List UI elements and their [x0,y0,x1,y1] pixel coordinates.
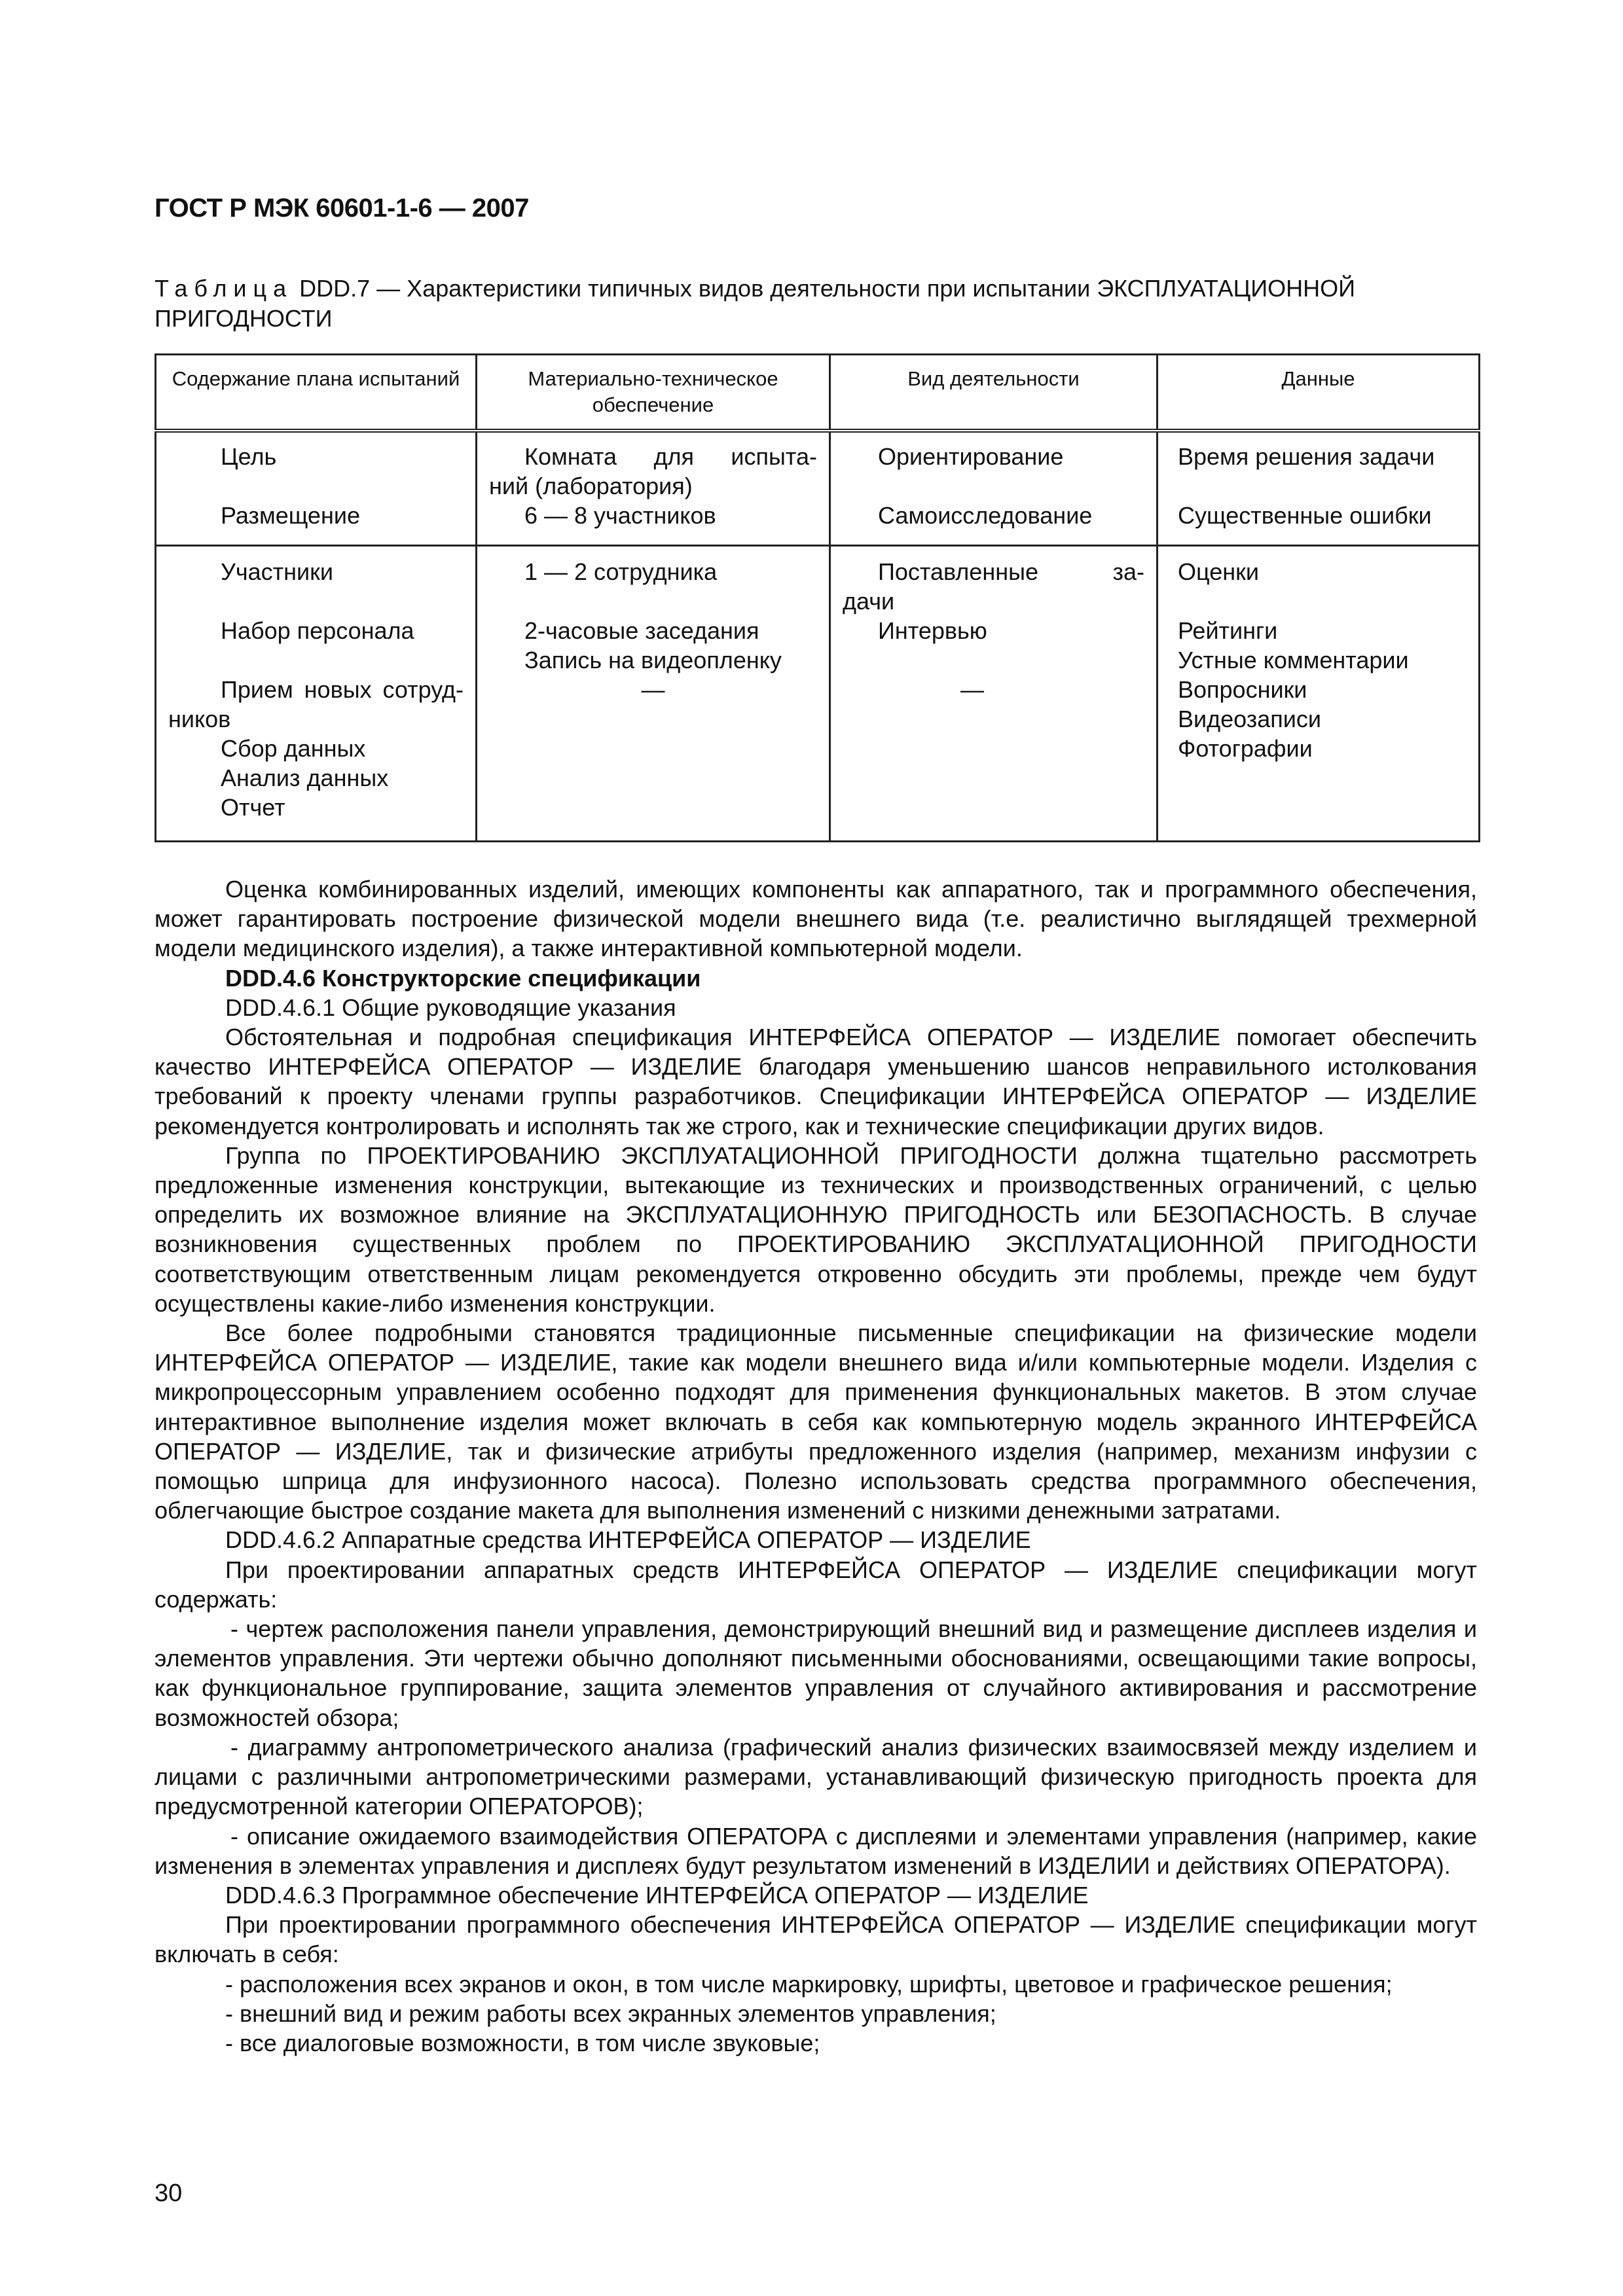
table-caption [155,274,1477,334]
table-cell [1158,431,1480,546]
table-header-cell: Вид деятельности [830,355,1158,431]
list-item: - все диалоговые возможности, в том числе звуковые; [225,2029,820,2056]
cell-line: 6 — 8 участников [524,502,716,529]
table-header-cell: Данные [1158,355,1480,431]
list-item: - диаграмму антропометрического анализа (графический анализ физических взаимосвязей между изделием и лицами с различными антропометрическими размерами, устанавливающий физическую пригодность проекта для предусмотренной категории ОПЕРАТОРОВ); [155,1733,1477,1820]
cell-line: — [960,676,984,703]
cell-line: Размещение [221,502,360,529]
table-header-row [156,355,1480,431]
cell-line: Фотографии [1178,735,1313,762]
table-cell [156,546,477,842]
cell-line: Цель [221,443,277,470]
table-cell [156,431,477,546]
cell-line: Набор персонала [221,617,414,644]
cell-line: Вопросники [1178,676,1307,703]
cell-line: Прием новых сотруд- [221,676,464,703]
table-cell [1158,546,1480,842]
paragraph: Оценка комбинированных изделий, имеющих компоненты как аппаратного, так и программного обеспечения, может гарантировать построение физической модели внешнего вида (т.е. реалистично выглядящей трехмерной модели медицинского изделия), а также интерактивной компьютерной модели. [155,876,1477,962]
paragraph: При проектировании аппаратных средств ИНТЕРФЕЙСА ОПЕРАТОР — ИЗДЕЛИЕ спецификации могут содержать: [155,1556,1477,1613]
cell-line: 1 — 2 сотрудника [524,558,718,585]
table-header-cell: Материально-техническое обеспечение [477,355,830,431]
table-row [156,431,1480,546]
cell-line: Рейтинги [1178,617,1278,644]
cell-line: Участники [221,558,333,585]
table-caption-text: DDD.7 — Характеристики типичных видов деятельности при испытании ЭКСПЛУАТАЦИОННОЙ ПРИГОДНОСТИ [155,275,1356,332]
list-item: - внешний вид и режим работы всех экранных элементов управления; [225,2000,996,2027]
table-caption-label: Таблица [155,275,293,302]
section-heading: DDD.4.6 Конструкторские спецификации [225,964,701,992]
cell-line: Интервью [878,617,987,644]
cell-line: Комната для испыта- [524,443,817,470]
table-row [156,546,1480,842]
cell-line: — [641,676,665,703]
cell-line: Оценки [1178,558,1259,585]
list-item: - описание ожидаемого взаимодействия ОПЕРАТОРА с дисплеями и элементами управления (например, какие изменения в элементах управления и дисплеях будут результатом изменений в ИЗДЕЛИИ и действиях ОПЕРАТОРА). [155,1822,1477,1879]
cell-line: Поставленные за- [878,558,1144,585]
cell-line: Устные комментарии [1178,647,1409,673]
body-text [155,874,1477,2058]
paragraph: При проектировании программного обеспечения ИНТЕРФЕЙСА ОПЕРАТОР — ИЗДЕЛИЕ спецификации могут включать в себя: [155,1911,1477,1968]
list-item: - чертеж расположения панели управления, демонстрирующий внешний вид и размещение дисплеев изделия и элементов управления. Эти чертежи обычно дополняют письменными обоснованиями, освещающими такие вопросы, как функциональное группирование, защита элементов управления от случайного активирования и рассмотрение возможностей обзора; [155,1615,1477,1731]
cell-line: Видеозаписи [1178,706,1322,732]
subsection-heading: DDD.4.6.2 Аппаратные средства ИНТЕРФЕЙСА ОПЕРАТОР — ИЗДЕЛИЕ [225,1526,1031,1554]
cell-line: Самоисследование [878,502,1093,529]
table-header-cell: Содержание плана испытаний [156,355,477,431]
cell-line: Сбор данных [221,735,366,762]
paragraph: Обстоятельная и подробная спецификация ИНТЕРФЕЙСА ОПЕРАТОР — ИЗДЕЛИЕ помогает обеспечить качество ИНТЕРФЕЙСА ОПЕРАТОР — ИЗДЕЛИЕ благодаря уменьшению шансов неправильного истолкования требований к проекту членами группы разработчиков. Спецификации ИНТЕРФЕЙСА ОПЕРАТОР — ИЗДЕЛИЕ рекомендуется контролировать и исполнять так же строго, как и технические спецификации других видов. [155,1024,1477,1139]
document-header: ГОСТ Р МЭК 60601-1-6 — 2007 [155,194,529,223]
cell-line: ний (лаборатория) [489,473,693,499]
paragraph: Группа по ПРОЕКТИРОВАНИЮ ЭКСПЛУАТАЦИОННОЙ ПРИГОДНОСТИ должна тщательно рассмотреть предложенные изменения конструкции, вытекающие из технических и производственных ограничений, с целью определить их возможное влияние на ЭКСПЛУАТАЦИОННУЮ ПРИГОДНОСТЬ или БЕЗОПАСНОСТЬ. В случае возникновения существенных проблем по ПРОЕКТИРОВАНИЮ ЭКСПЛУАТАЦИОННОЙ ПРИГОДНОСТИ соответствующим ответственным лицам рекомендуется откровенно обсудить эти проблемы, прежде чем будут осуществлены какие-либо изменения конструкции. [155,1141,1477,1317]
subsection-heading: DDD.4.6.3 Программное обеспечение ИНТЕРФЕЙСА ОПЕРАТОР — ИЗДЕЛИЕ [225,1881,1089,1909]
paragraph: Все более подробными становятся традиционные письменные спецификации на физические модели ИНТЕРФЕЙСА ОПЕРАТОР — ИЗДЕЛИЕ, такие как модели внешнего вида и/или компьютерные модели. Изделия с микропроцессорным управлением особенно подходят для применения функциональных макетов. В этом случае интерактивное выполнение изделия может включать в себя как компьютерную модель экранного ИНТЕРФЕЙСА ОПЕРАТОР — ИЗДЕЛИЕ, так и физические атрибуты предложенного изделия (например, механизм инфузии с помощью шприца для инфузионного насоса). Полезно использовать средства программного обеспечения, облегчающие быстрое создание макета для выполнения изменений с низкими денежными затратами. [155,1319,1477,1524]
list-item: - расположения всех экранов и окон, в том числе маркировку, шрифты, цветовое и графическое решения; [225,1970,1393,1998]
cell-line: Ориентирование [878,443,1064,470]
characteristics-table [155,353,1480,842]
table-cell [477,431,830,546]
cell-line: Время решения задачи [1178,443,1435,470]
cell-line: ников [168,706,231,732]
table-cell [477,546,830,842]
table-cell [830,546,1158,842]
cell-line: Отчет [221,794,285,821]
subsection-heading: DDD.4.6.1 Общие руководящие указания [225,994,676,1021]
cell-line: дачи [843,588,895,615]
cell-line: Запись на видеопленку [524,647,782,673]
cell-line: Существенные ошибки [1178,502,1432,529]
table-cell [830,431,1158,546]
page-number: 30 [155,2179,183,2207]
cell-line: Анализ данных [221,764,389,791]
cell-line: 2-часовые заседания [524,617,759,644]
